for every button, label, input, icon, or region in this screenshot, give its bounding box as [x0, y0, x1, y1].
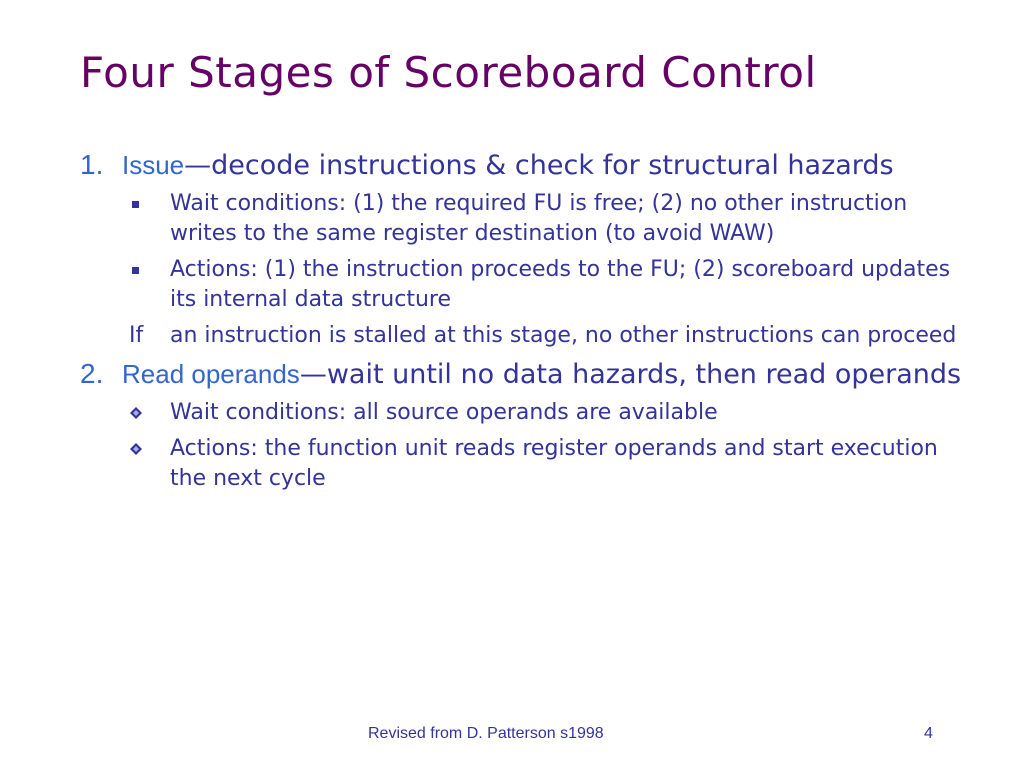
stage-keyword: Issue: [122, 150, 185, 180]
note-lead: If: [129, 323, 144, 348]
subitem: [80, 398, 980, 428]
subitem-text: Actions: the function unit reads register operands and start execution the next cycle: [170, 436, 938, 491]
stage-description: —wait until no data hazards, then read operands: [299, 359, 962, 390]
subitem: [80, 434, 980, 494]
footer-source: Revised from D. Patterson s1998: [368, 725, 604, 742]
slide-body: [80, 148, 980, 500]
slide-title: Four Stages of Scoreboard Control: [80, 48, 817, 97]
item-number: 2.: [80, 358, 104, 389]
subitem-text: Actions: (1) the instruction proceeds to the FU; (2) scoreboard updates its internal data structure: [170, 257, 951, 312]
page-number: 4: [924, 725, 933, 742]
item-number: 1.: [80, 149, 104, 180]
subitem: [80, 189, 980, 249]
stage-item-issue: [80, 148, 980, 183]
diamond-bullet-icon: [129, 442, 143, 456]
note-text: an instruction is stalled at this stage, no other instructions can proceed: [170, 323, 957, 348]
subitem: [80, 255, 980, 315]
stage-keyword: Read operands: [122, 359, 300, 389]
square-bullet-icon: [132, 267, 139, 274]
note-item: [80, 321, 980, 351]
subitem-text: Wait conditions: (1) the required FU is free; (2) no other instruction writes to the same register destination (to avoid WAW): [170, 191, 908, 246]
subitem-text: Wait conditions: all source operands are available: [170, 400, 718, 425]
square-bullet-icon: [132, 201, 139, 208]
stage-description: —decode instructions & check for structural hazards: [184, 150, 894, 181]
stage-item-read-operands: [80, 357, 980, 392]
diamond-bullet-icon: [129, 406, 143, 420]
